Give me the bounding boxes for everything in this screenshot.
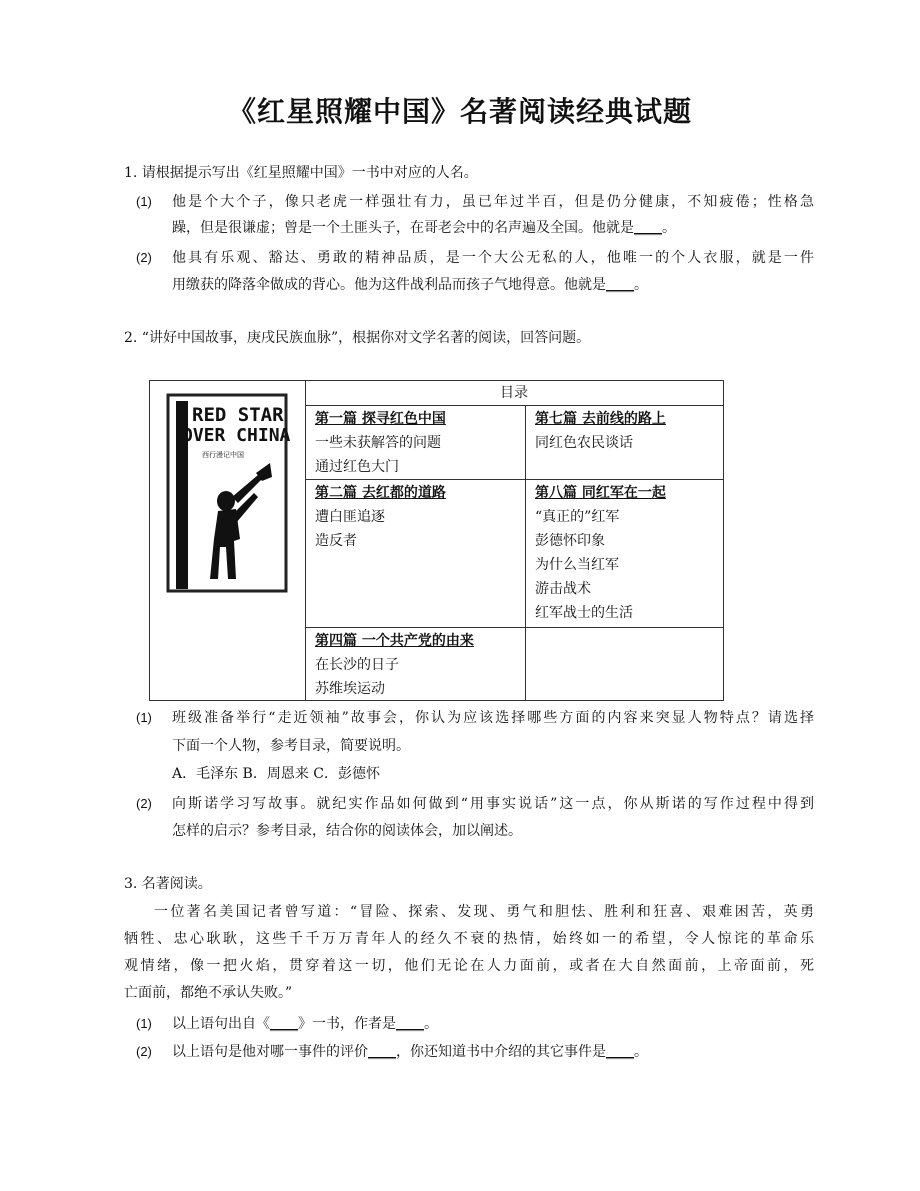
q1-item2-blank[interactable]: ____ [606,277,634,293]
q3-item2-blank1[interactable]: ____ [368,1044,396,1060]
q3-item2-num: (2) [136,1044,152,1059]
q2-item1-line2: 下面一个人物，参考目录，简要说明。 [172,738,410,754]
toc-item: 遭白匪追逐 [315,509,385,525]
toc-item: 红军战士的生活 [535,605,633,621]
toc-section-7-title: 第七篇 去前线的路上 [535,411,666,427]
q2-stem: 2. “讲好中国故事，庚戌民族血脉”，根据你对文学名著的阅读，回答问题。 [124,330,591,346]
q2-item2-line1: 向斯诺学习写故事。就纪实作品如何做到“用事实说话”这一点，你从斯诺的写作过程中得到 [172,796,814,812]
toc-item: 游击战术 [535,581,591,597]
cover-title-line2: OVER CHINA [182,425,291,446]
q3-passage-line2: 牺牲、忠心耿耿，这些千千万万青年人的经久不衰的热情，始终如一的希望，令人惊诧的革命乐 [124,931,814,947]
page-title: 《红星照耀中国》名著阅读经典试题 [227,95,692,128]
q3-passage-line4: 亡面前，都绝不承认失败。” [124,985,293,1001]
toc-item: 彭德怀印象 [535,533,605,549]
toc-item: 苏维埃运动 [315,681,385,697]
toc-item: 造反者 [315,533,357,549]
q1-item1-line2-end: 。 [662,220,676,236]
q1-item2-line2 [172,275,648,295]
q3-item2-blank2[interactable]: ____ [606,1044,634,1060]
q3-passage-line3: 观情绪，像一把火焰，贯穿着这一切，他们无论在人力面前，或者在大自然面前，上帝面前，死 [124,958,814,974]
q3-stem: 3. 名著阅读。 [124,876,212,892]
q1-item2-line2-text: 用缴获的降落伞做成的背心。他为这件战利品而孩子气地得意。他就是 [172,277,606,293]
q3-item1-post: 。 [424,1016,438,1032]
q1-item1-line1: 他是个大个子，像只老虎一样强壮有力，虽已年过半百，但是仍分健康，不知疲倦；性格急 [172,194,814,210]
q3-item1-blank2[interactable]: ____ [396,1016,424,1032]
q2-item2-line2: 怎样的启示？参考目录，结合你的阅读体会，加以阐述。 [172,823,522,839]
q1-item2-line1: 他具有乐观、豁达、勇敢的精神品质，是一个大公无私的人，他唯一的个人衣服，就是一件 [172,250,814,266]
book-cover-image [158,389,298,594]
q2-item2-num: (2) [136,796,152,811]
toc-item: “真正的”红军 [535,509,620,525]
toc-header: 目录 [500,385,528,401]
toc-item: 通过红色大门 [315,459,399,475]
q3-item2-pre: 以上语句是他对哪一事件的评价 [172,1044,368,1060]
q2-item1-num: (1) [136,710,152,725]
q3-item1-blank1[interactable]: ____ [270,1016,298,1032]
q1-item1-line2 [172,218,676,238]
q1-item1-line2-text: 躁，但是很谦虚；曾是一个土匪头子，在哥老会中的名声遍及全国。他就是 [172,220,634,236]
q1-item1-num: (1) [136,194,152,209]
q3-item2-mid: ，你还知道书中介绍的其它事件是 [396,1044,606,1060]
q3-item1-num: (1) [136,1016,152,1031]
toc-section-1-title: 第一篇 探寻红色中国 [315,411,446,427]
toc-section-8-title: 第八篇 同红军在一起 [535,485,666,501]
q1-item2-num: (2) [136,250,152,265]
toc-table [149,380,724,701]
toc-item: 在长沙的日子 [315,657,399,673]
cover-art [158,389,298,594]
toc-item: 同红色农民谈话 [535,435,633,451]
q3-item1-pre: 以上语句出自《 [172,1016,270,1032]
q2-item1-line1: 班级准备举行“走近领袖”故事会，你认为应该选择哪些方面的内容来突显人物特点？请选择 [172,710,814,726]
q3-item1-mid: 》一书，作者是 [298,1016,396,1032]
toc-section-4-title: 第四篇 一个共产党的由来 [315,633,474,649]
q1-stem: 1. 请根据提示写出《红星照耀中国》一书中对应的人名。 [124,165,478,181]
q3-item1 [172,1014,438,1034]
toc-section-2-title: 第二篇 去红都的道路 [315,485,446,501]
cover-title-line1: RED STAR [192,404,284,426]
q1-item2-line2-end: 。 [634,277,648,293]
toc-item: 为什么当红军 [535,557,619,573]
q3-passage-line1: 一位著名美国记者曾写道：“冒险、探索、发现、勇气和胆怯、胜利和狂喜、艰难困苦，英勇 [154,904,814,920]
toc-item: 一些未获解答的问题 [315,435,441,451]
q3-item2-post: 。 [634,1044,648,1060]
q1-item1-blank[interactable]: ____ [634,220,662,236]
q2-item1-options: A．毛泽东 B．周恩来 C．彭德怀 [172,766,381,782]
cover-subtitle: 西行漫记中国 [202,451,244,459]
q3-item2 [172,1042,648,1062]
